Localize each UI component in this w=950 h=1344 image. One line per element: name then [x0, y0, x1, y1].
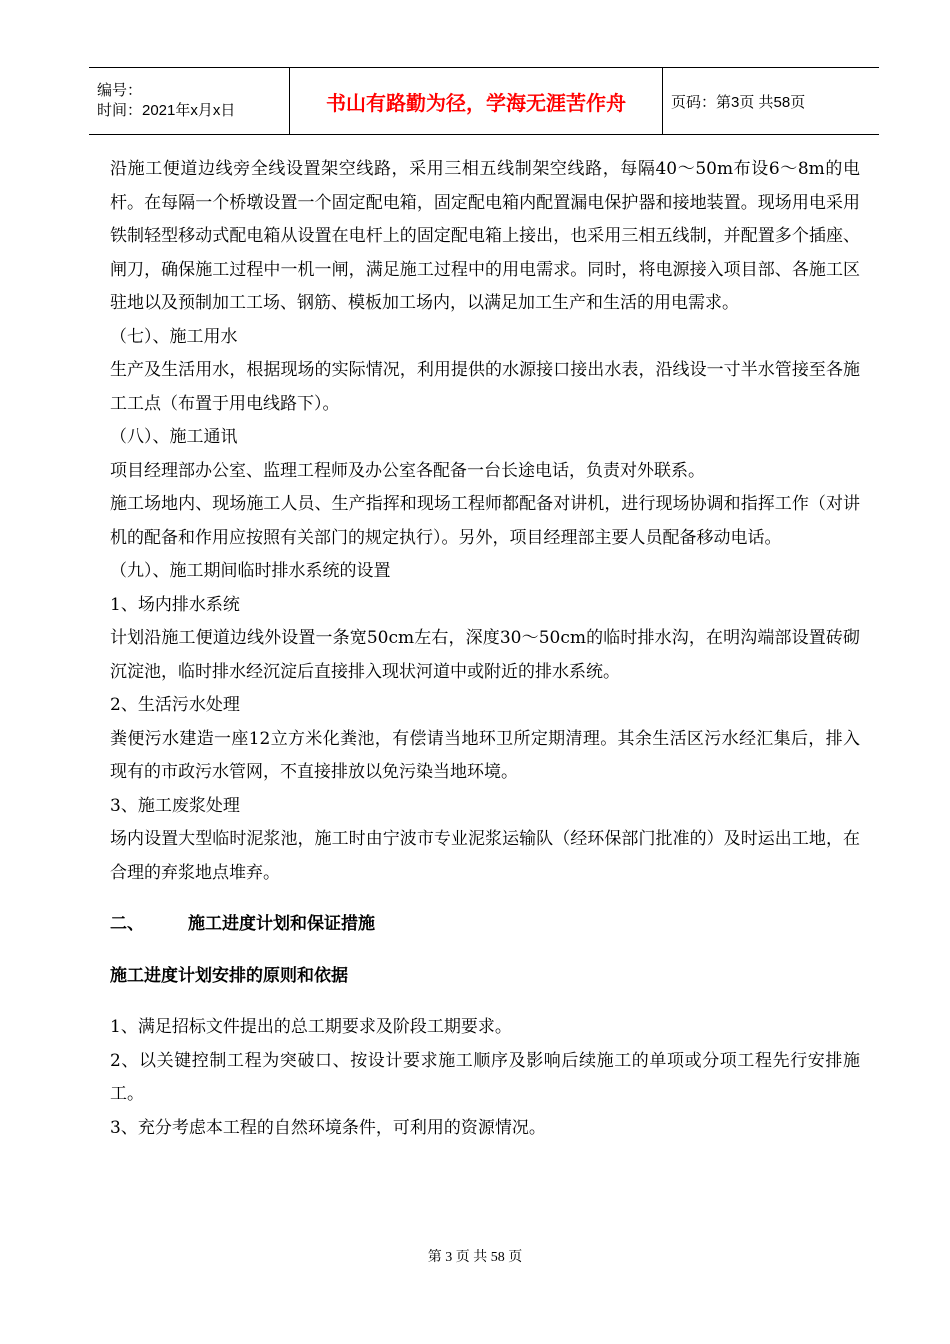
section-title: 施工进度计划和保证措施: [188, 914, 375, 934]
subheading-sewage: 2、生活污水处理: [110, 695, 240, 715]
heading-drainage: （九）、施工期间临时排水系统的设置: [110, 561, 391, 581]
time-label: 时间：2021年x月x日: [97, 102, 236, 119]
header-meta: [89, 68, 290, 134]
heading-communication: （八）、施工通讯: [110, 427, 238, 447]
document-body: [110, 153, 860, 1145]
subsection-heading: 施工进度计划安排的原则和依据: [110, 965, 348, 986]
number-label: 编号：: [97, 82, 143, 99]
paragraph: 粪便污水建造一座12立方米化粪池，有偿请当地环卫所定期清理。其余生活区污水经汇集后，排入现有的市政污水管网，不直接排放以免污染当地环境。: [110, 728, 860, 782]
paragraph: 生产及生活用水，根据现场的实际情况，利用提供的水源接口接出水表，沿线设一寸半水管接至各施工工点（布置于用电线路下）。: [110, 360, 860, 414]
heading-water: （七）、施工用水: [110, 326, 238, 347]
page-footer: 第 3 页 共 58 页: [427, 1250, 523, 1265]
paragraph: 计划沿施工便道边线外设置一条宽50cm左右，深度30～50cm的临时排水沟，在明沟端部设置砖砌沉淀池，临时排水经沉淀后直接排入现状河道中或附近的排水系统。: [110, 628, 860, 682]
paragraph: 场内设置大型临时泥浆池，施工时由宁波市专业泥浆运输队（经环保部门批准的）及时运出工地，在合理的弃浆地点堆弃。: [110, 829, 860, 883]
header-page-cell: [663, 68, 879, 134]
paragraph: 施工场地内、现场施工人员、生产指挥和现场工程师都配备对讲机，进行现场协调和指挥工作（对讲机的配备和作用应按照有关部门的规定执行）。另外，项目经理部主要人员配备移动电话。: [110, 494, 860, 548]
header-page-label: 页码：第3页 共58页: [671, 93, 806, 111]
list-item: 1、满足招标文件提出的总工期要求及阶段工期要求。: [110, 1017, 512, 1037]
subheading-site-drainage: 1、场内排水系统: [110, 594, 240, 615]
header-motto: 书山有路勤为径，学海无涯苦作舟: [326, 90, 626, 115]
header-motto-cell: [290, 68, 663, 134]
list-item: 2、以关键控制工程为突破口、按设计要求施工顺序及影响后续施工的单项或分项工程先行安排施工。: [110, 1050, 860, 1104]
page-header: [89, 67, 879, 135]
subheading-waste-slurry: 3、施工废浆处理: [110, 795, 240, 816]
paragraph: 沿施工便道边线旁全线设置架空线路，采用三相五线制架空线路，每隔40～50m布设6～8m的电杆。在每隔一个桥墩设置一个固定配电箱，固定配电箱内配置漏电保护器和接地装置。现场用电采用铁制轻型移动式配电箱从设置在电杆上的固定配电箱上接出，也采用三相五线制，并配置多个插座、闸刀，确保施工过程中一机一闸，满足施工过程中的用电需求。同时，将电源接入项目部、各施工区驻地以及预制加工工场、钢筋、模板加工场内，以满足加工生产和生活的用电需求。: [110, 159, 860, 313]
paragraph: 项目经理部办公室、监理工程师及办公室各配备一台长途电话，负责对外联系。: [110, 460, 705, 481]
section-number: 二、: [110, 914, 144, 934]
list-item: 3、充分考虑本工程的自然环境条件，可利用的资源情况。: [110, 1117, 546, 1138]
section-heading: [110, 908, 860, 942]
